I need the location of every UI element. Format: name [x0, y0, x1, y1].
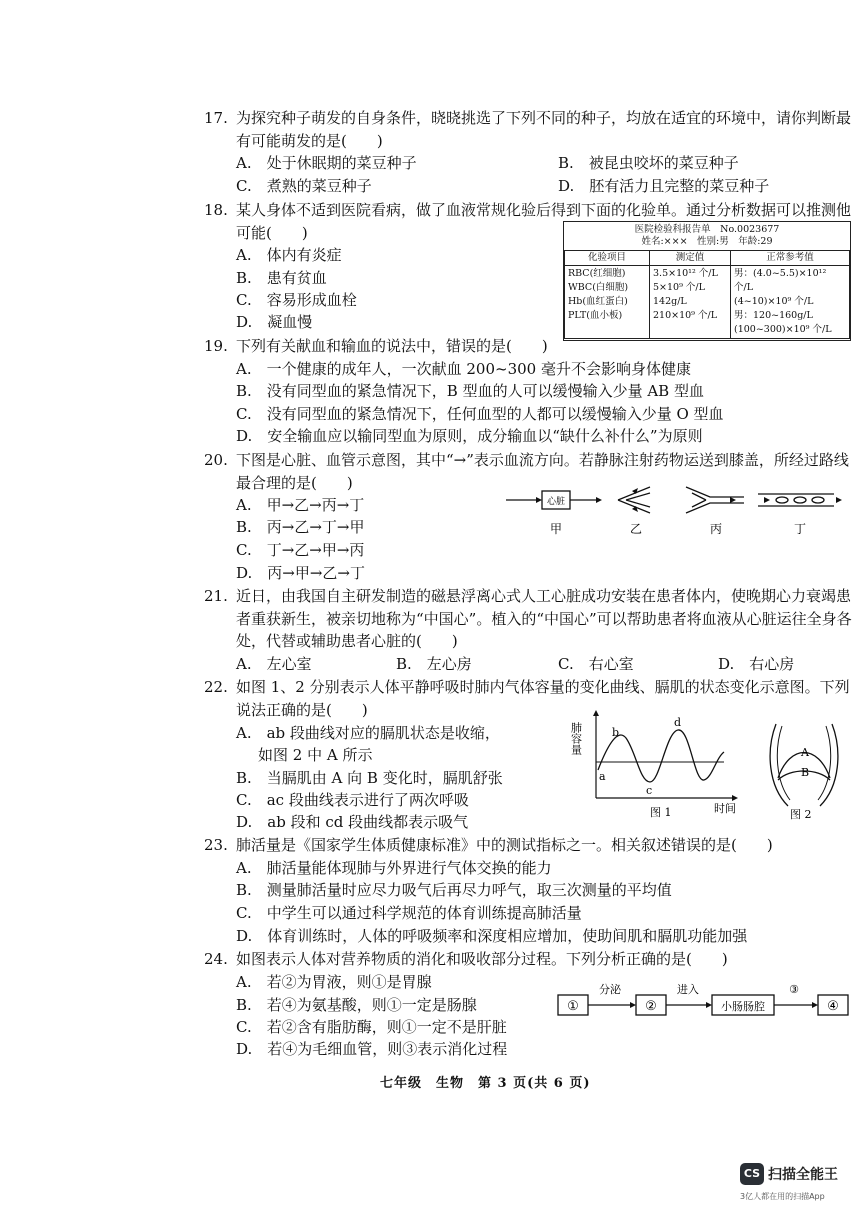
q24-option-b: B. 若④为氨基酸，则①一定是肠腺 [236, 996, 477, 1014]
lab-report-table [564, 250, 850, 339]
diaphragm-label-b: B [801, 766, 810, 779]
page-footer: 七年级 生物 第 3 页(共 6 页) [380, 1076, 591, 1091]
question-22-number: 22. [204, 678, 228, 696]
flow-arrow-enter: 进入 [677, 983, 699, 996]
question-24-stem: 如图表示人体对营养物质的消化和吸收部分过程。下列分析正确的是( ) [236, 950, 728, 968]
chart-caption: 图 1 [650, 806, 672, 819]
question-19-stem: 下列有关献血和输血的说法中，错误的是( ) [236, 337, 548, 355]
diaphragm-caption: 图 2 [790, 808, 812, 821]
point-c: c [646, 784, 653, 797]
question-21-number: 21. [204, 587, 228, 605]
question-22-stem: 如图 1、2 分别表示人体平静呼吸时肺内气体容量的变化曲线、膈肌的状态变化示意图。下列说法正确的是( ) [236, 678, 850, 719]
chart-ylabel: 肺容量 [569, 722, 583, 755]
q18-option-c: C. 容易形成血栓 [236, 291, 357, 309]
label-ding: 丁 [793, 522, 807, 536]
label-jia: 甲 [549, 522, 563, 536]
q19-option-d: D. 安全输血应以输同型血为原则，成分输血以“缺什么补什么”为原则 [236, 427, 703, 445]
q20-option-d: D. 丙→甲→乙→丁 [236, 564, 365, 582]
report-items: RBC(红细胞) WBC(白细胞) Hb(血红蛋白) PLT(血小板) [565, 266, 650, 339]
question-21-stem: 近日，由我国自主研发制造的磁悬浮离心式人工心脏成功安装在患者体内，使晚期心力衰竭患者重获新生，被亲切地称为“中国心”。植入的“中国心”可以帮助患者将血液从心脏运往全身各处，代替或辅助患者心脏的( ) [236, 587, 852, 650]
question-18-number: 18. [204, 201, 228, 219]
q22-option-a-cont: 如图 2 中 A 所示 [258, 746, 373, 764]
q22-option-a: A. ab 段曲线对应的膈肌状态是收缩， [236, 724, 500, 742]
lab-report-title: 医院检验科报告单 No.0023677 [634, 224, 780, 235]
question-24-number: 24. [204, 950, 228, 968]
q18-option-a: A. 体内有炎症 [236, 246, 342, 264]
q24-option-d: D. 若④为毛细血管，则③表示消化过程 [236, 1040, 508, 1058]
q22-option-d: D. ab 段和 cd 段曲线都表示吸气 [236, 813, 469, 831]
report-header-item: 化验项目 [565, 251, 650, 266]
flow-node-1-label: ① [567, 999, 579, 1014]
q17-option-d: D. 胚有活力且完整的菜豆种子 [558, 177, 770, 195]
q22-option-c: C. ac 段曲线表示进行了两次呼吸 [236, 791, 469, 809]
q23-option-a: A. 肺活量能体现肺与外界进行气体交换的能力 [236, 859, 552, 877]
digestion-flow-diagram [556, 980, 852, 1020]
label-yi: 乙 [629, 522, 643, 536]
flow-node-intestine-label: 小肠肠腔 [721, 1000, 765, 1013]
point-a: a [599, 770, 606, 783]
question-17-number: 17. [204, 109, 228, 127]
q19-option-a: A. 一个健康的成年人，一次献血 200~300 毫升不会影响身体健康 [236, 360, 691, 378]
lab-report [563, 221, 851, 341]
report-normal: 男：(4.0~5.5)×10¹² 个/L (4~10)×10⁹ 个/L 男：120~160g/L (100~300)×10⁹ 个/L [731, 266, 850, 339]
report-values: 3.5×10¹² 个/L 5×10⁹ 个/L 142g/L 210×10⁹ 个/L [650, 266, 731, 339]
flow-node-2-label: ② [645, 999, 657, 1014]
q21-option-a: A. 左心室 [236, 655, 312, 673]
q20-option-b: B. 丙→乙→丁→甲 [236, 518, 365, 536]
chart-xlabel: 时间 [714, 802, 736, 815]
label-bing: 丙 [709, 522, 723, 536]
q24-option-c: C. 若②含有脂肪酶，则①一定不是肝脏 [236, 1018, 507, 1036]
q19-option-c: C. 没有同型血的紧急情况下，任何血型的人都可以缓慢输入少量 O 型血 [236, 405, 724, 423]
question-23-stem: 肺活量是《国家学生体质健康标准》中的测试指标之一。相关叙述错误的是( ) [236, 836, 773, 854]
breathing-chart [569, 708, 744, 820]
lab-report-patient: 姓名:××× 性别:男 年龄:29 [641, 236, 773, 247]
point-b: b [612, 726, 620, 739]
q24-option-a: A. 若②为胃液，则①是胃腺 [236, 973, 432, 991]
question-17-stem: 为探究种子萌发的自身条件，晓晓挑选了下列不同的种子，均放在适宜的环境中，请你判断最有可能萌发的是( ) [236, 109, 852, 150]
heart-vessel-diagram [500, 485, 852, 541]
question-18-stem: 某人身体不适到医院看病，做了血液常规化验后得到下面的化验单。通过分析数据可以推测他可能( ) [236, 201, 852, 242]
q17-option-b: B. 被昆虫咬坏的菜豆种子 [558, 154, 739, 172]
q21-option-d: D. 右心房 [718, 655, 795, 673]
watermark-app-name: 扫描全能王 [768, 1167, 838, 1183]
q20-option-c: C. 丁→乙→甲→丙 [236, 541, 365, 559]
q21-option-b: B. 左心房 [396, 655, 472, 673]
flow-node-4-label: ④ [827, 999, 839, 1014]
q22-option-b: B. 当膈肌由 A 向 B 变化时，膈肌舒张 [236, 769, 503, 787]
question-23-number: 23. [204, 836, 228, 854]
heart-label: 心脏 [546, 497, 566, 507]
watermark-tagline: 3亿人都在用的扫描App [740, 1192, 825, 1201]
q23-option-d: D. 体育训练时，人体的呼吸频率和深度相应增加，使助间肌和膈肌功能加强 [236, 927, 748, 945]
cs-logo-icon: CS [740, 1163, 764, 1185]
q17-option-c: C. 煮熟的菜豆种子 [236, 177, 372, 195]
question-20-stem: 下图是心脏、血管示意图，其中“→”表示血流方向。若静脉注射药物运送到膝盖，所经过路线最合理的是( ) [236, 451, 849, 492]
q20-option-a: A. 甲→乙→丙→丁 [236, 496, 365, 514]
q23-option-c: C. 中学生可以通过科学规范的体育训练提高肺活量 [236, 904, 582, 922]
q17-option-a: A. 处于休眠期的菜豆种子 [236, 154, 417, 172]
diaphragm-diagram [764, 720, 844, 822]
q21-option-c: C. 右心室 [558, 655, 634, 673]
flow-arrow-secrete: 分泌 [599, 983, 621, 996]
q19-option-b: B. 没有同型血的紧急情况下，B 型血的人可以缓慢输入少量 AB 型血 [236, 382, 704, 400]
question-19-number: 19. [204, 337, 228, 355]
diaphragm-label-a: A [801, 746, 809, 759]
question-20-number: 20. [204, 451, 228, 469]
flow-arrow-3: ③ [789, 983, 799, 996]
report-header-value: 测定值 [650, 251, 731, 266]
report-header-normal: 正常参考值 [731, 251, 850, 266]
scanner-watermark [740, 1163, 846, 1207]
q18-option-d: D. 凝血慢 [236, 313, 313, 331]
q18-option-b: B. 患有贫血 [236, 269, 327, 287]
point-d: d [674, 716, 682, 729]
q23-option-b: B. 测量肺活量时应尽力吸气后再尽力呼气，取三次测量的平均值 [236, 881, 672, 899]
